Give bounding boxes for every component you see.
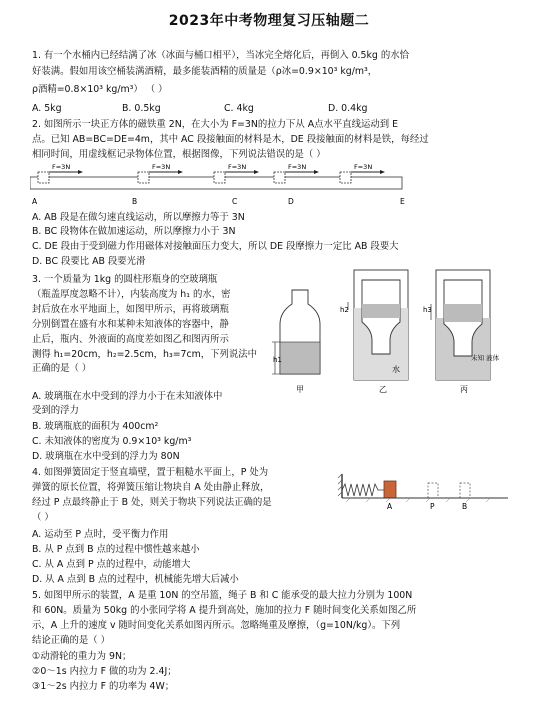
q3-option-b[interactable]: B. 玻璃瓶底的面积为 400cm² (32, 421, 159, 432)
caption-jia: 甲 (296, 385, 304, 394)
q5-text-line4: 结论正确的是（ ） (32, 635, 110, 646)
point-labels (32, 197, 405, 206)
force-label: F=3N (354, 163, 373, 171)
container-bing (423, 270, 500, 394)
q1-text-line3: ρ酒精=0.8×10³ kg/m³） （ ） (32, 84, 168, 95)
q1-text-line2: 好装满。假如用该空桶装满酒精，最多能装酒精的质量是（ρ冰=0.9×10³ kg/m³， (32, 66, 378, 77)
point-d: D (288, 197, 294, 206)
q1-text-line1: 1. 有一个水桶内已经结满了冰（冰面与桶口相平），当冰完全熔化后，再倒入 0.5kg 的水恰 (32, 50, 409, 61)
q1-option-d[interactable]: D. 0.4kg (328, 103, 368, 114)
point-a: A (32, 197, 38, 206)
q4-option-d[interactable]: D. 从 A 点到 B 点的过程中，机械能先增大后减小 (32, 574, 239, 585)
label-p: P (430, 502, 435, 510)
point-b: B (132, 197, 138, 206)
q3-option-c[interactable]: C. 未知液体的密度为 0.9×10³ kg/m³ (32, 436, 192, 447)
q3-text-line5: 止后，瓶内、外液面的高度差如图乙和图丙所示 (32, 334, 229, 345)
q3-option-a-cont: 受到的浮力 (32, 405, 79, 416)
spring (342, 484, 384, 496)
q2-option-d[interactable]: D. BC 段要比 AB 段要光滑 (32, 256, 146, 267)
label-a: A (387, 502, 393, 510)
q3-text-line6: 测得 h₁=20cm，h₂=2.5cm，h₃=7cm，下列说法中 (32, 349, 258, 360)
q5-statement-2: ②0～1s 内拉力 F 做的功为 2.4J； (32, 666, 177, 677)
caption-bing: 丙 (460, 385, 468, 394)
q4-text-line4: （ ） (32, 512, 54, 523)
page-title: 2023年中考物理复习压轴题二 (168, 13, 370, 29)
q3-text-line7: 正确的是（ ） (32, 363, 92, 374)
q5-statement-1: ①动滑轮的重力为 9N； (32, 651, 132, 662)
q4-option-a[interactable]: A. 运动至 P 点时，受平衡力作用 (32, 529, 169, 540)
q4-figure-spring (336, 470, 512, 510)
point-e: E (400, 197, 405, 206)
q2-option-a[interactable]: A. AB 段是在做匀速直线运动，所以摩擦力等于 3N (32, 212, 245, 223)
force-label: F=3N (228, 163, 247, 171)
q5-statement-3: ③1～2s 内拉力 F 的功率为 4W； (32, 681, 175, 692)
q5-text-line3: 示，A 上升的速度 v 随时间变化关系如图丙所示。忽略绳重及摩擦，（g=10N/kg）。下列 (32, 620, 401, 631)
q3-text-line3: 封后放在水平地面上，如图甲所示，再将玻璃瓶 (32, 304, 229, 315)
q2-option-b[interactable]: B. BC 段物体在做加速运动，所以摩擦力小于 3N (32, 226, 236, 237)
h3-label: h3 (423, 306, 432, 314)
q3-text-line1: 3. 一个质量为 1kg 的圆柱形瓶身的空玻璃瓶 (32, 274, 218, 285)
q4-option-c[interactable]: C. 从 A 点到 P 点的过程中，动能增大 (32, 559, 191, 570)
q1-option-c[interactable]: C. 4kg (224, 103, 254, 114)
q1-option-b[interactable]: B. 0.5kg (122, 103, 161, 114)
q4-text-line3: 经过 P 点最终静止于 B 处，则关于物块下列说法正确的是 (32, 497, 272, 508)
water-label: 水 (392, 365, 400, 374)
q4-option-b[interactable]: B. 从 P 点到 B 点的过程中惯性越来越小 (32, 544, 200, 555)
force-label: F=3N (288, 163, 307, 171)
bottle-jia (272, 290, 320, 394)
q3-text-line2: （瓶盖厚度忽略不计），内装高度为 h₁ 的水，密 (32, 289, 231, 300)
point-c: C (232, 197, 238, 206)
q2-text-line1: 2. 如图所示一块正方体的磁铁重 2N，在大小为 F=3N的拉力下从 A点水平直线运动到 E (32, 119, 399, 130)
container-yi (340, 270, 408, 394)
q5-text-line1: 5. 如图甲所示的装置，A 是重 10N 的空吊篮，绳子 B 和 C 能承受的最大拉力分别为 100N (32, 590, 413, 601)
q2-figure-track (30, 163, 430, 209)
label-b: B (462, 502, 468, 510)
q3-option-d[interactable]: D. 玻璃瓶在水中受到的浮力为 80N (32, 451, 180, 462)
q2-text-line2: 点。已知 AB=BC=DE=4m，其中 AC 段接触面的材料是木，DE 段接触面的材料是铁，每经过 (32, 134, 429, 145)
force-markers (38, 163, 385, 183)
h2-label: h2 (340, 306, 349, 314)
q2-text-line3: 相同时间，用虚线框记录物体位置，根据图像，下列说法错误的是（ ） (32, 149, 326, 160)
q4-text-line2: 弹簧的原长位置，将弹簧压缩让物块自 A 处由静止释放， (32, 482, 270, 493)
q3-figure-bottles (268, 268, 524, 398)
caption-yi: 乙 (379, 385, 387, 394)
q5-text-line2: 和 60N。质量为 50kg 的小张同学将 A 提升到高处，施加的拉力 F 随时间变化关系如图乙所 (32, 605, 417, 616)
q3-text-line4: 分别倒置在盛有水和某种未知液体的容器中，静 (32, 319, 229, 330)
force-label: F=3N (52, 163, 71, 171)
q2-option-c[interactable]: C. DE 段由于受到磁力作用磁体对接触面压力变大，所以 DE 段摩擦力一定比 AB 段要大 (32, 241, 399, 252)
q3-option-a[interactable]: A. 玻璃瓶在水中受到的浮力小于在未知液体中 (32, 391, 223, 402)
q4-text-line1: 4. 如图弹簧固定于竖直墙壁，置于粗糙水平面上，P 处为 (32, 467, 269, 478)
q1-option-a[interactable]: A. 5kg (32, 103, 62, 114)
block-a (384, 481, 396, 498)
h1-label: h1 (273, 356, 282, 364)
force-label: F=3N (152, 163, 171, 171)
unknown-liquid-label: 未知 液体 (471, 354, 500, 362)
